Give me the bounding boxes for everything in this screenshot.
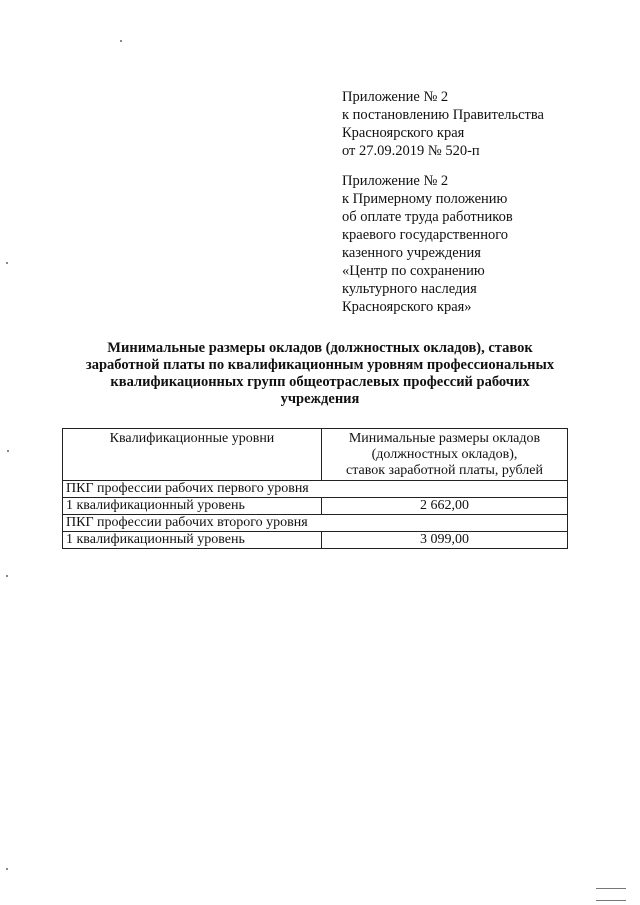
group-title-2: ПКГ профессии рабочих второго уровня	[63, 515, 568, 532]
annex-resolution-line-4: от 27.09.2019 № 520-п	[342, 143, 480, 159]
salary-table	[62, 428, 568, 549]
scan-mark	[7, 450, 9, 452]
annex-regulation-line-8: Красноярского края»	[342, 299, 472, 315]
heading-line-3: квалификационных групп общеотраслевых профессий рабочих	[110, 374, 530, 390]
header-minimum-salaries	[322, 429, 568, 481]
annex-resolution-line-1: Приложение № 2	[342, 89, 449, 105]
header-minimum-salaries-line-1: Минимальные размеры окладов	[348, 431, 541, 446]
table-row-group-2	[63, 515, 568, 532]
scan-mark	[120, 40, 122, 42]
scan-mark	[6, 575, 8, 577]
heading-line-1: Минимальные размеры окладов (должностных окладов), ставок	[107, 340, 533, 356]
heading-line-2: заработной платы по квалификационным уровням профессиональных	[85, 357, 555, 373]
scan-line	[596, 900, 626, 901]
heading-line-4: учреждения	[280, 391, 360, 407]
annex-regulation-line-4: краевого государственного	[342, 227, 509, 243]
annex-resolution-reference	[342, 88, 622, 160]
header-minimum-salaries-line-2: (должностных окладов),	[371, 447, 518, 462]
level-amount-1: 2 662,00	[322, 498, 568, 515]
scan-mark	[6, 262, 8, 264]
header-minimum-salaries-line-3: ставок заработной платы, рублей	[346, 463, 543, 478]
annex-regulation-reference	[342, 172, 622, 316]
table-row-level-2	[63, 532, 568, 549]
level-name-2: 1 квалификационный уровень	[63, 532, 322, 549]
scan-line	[596, 888, 626, 889]
table-row-level-1	[63, 498, 568, 515]
annex-resolution-line-3: Красноярского края	[342, 125, 465, 141]
document-heading	[70, 340, 570, 408]
annex-regulation-line-3: об оплате труда работников	[342, 209, 513, 225]
annex-regulation-line-2: к Примерному положению	[342, 191, 508, 207]
level-name-1: 1 квалификационный уровень	[63, 498, 322, 515]
annex-resolution-line-2: к постановлению Правительства	[342, 107, 544, 123]
table-header-row	[63, 429, 568, 481]
annex-regulation-line-6: «Центр по сохранению	[342, 263, 485, 279]
scan-mark	[6, 868, 8, 870]
annex-regulation-line-5: казенного учреждения	[342, 245, 481, 261]
annex-regulation-line-1: Приложение № 2	[342, 173, 449, 189]
annex-regulation-line-7: культурного наследия	[342, 281, 477, 297]
group-title-1: ПКГ профессии рабочих первого уровня	[63, 481, 568, 498]
header-qualification-levels: Квалификационные уровни	[63, 429, 322, 481]
table-row-group-1	[63, 481, 568, 498]
level-amount-2: 3 099,00	[322, 532, 568, 549]
